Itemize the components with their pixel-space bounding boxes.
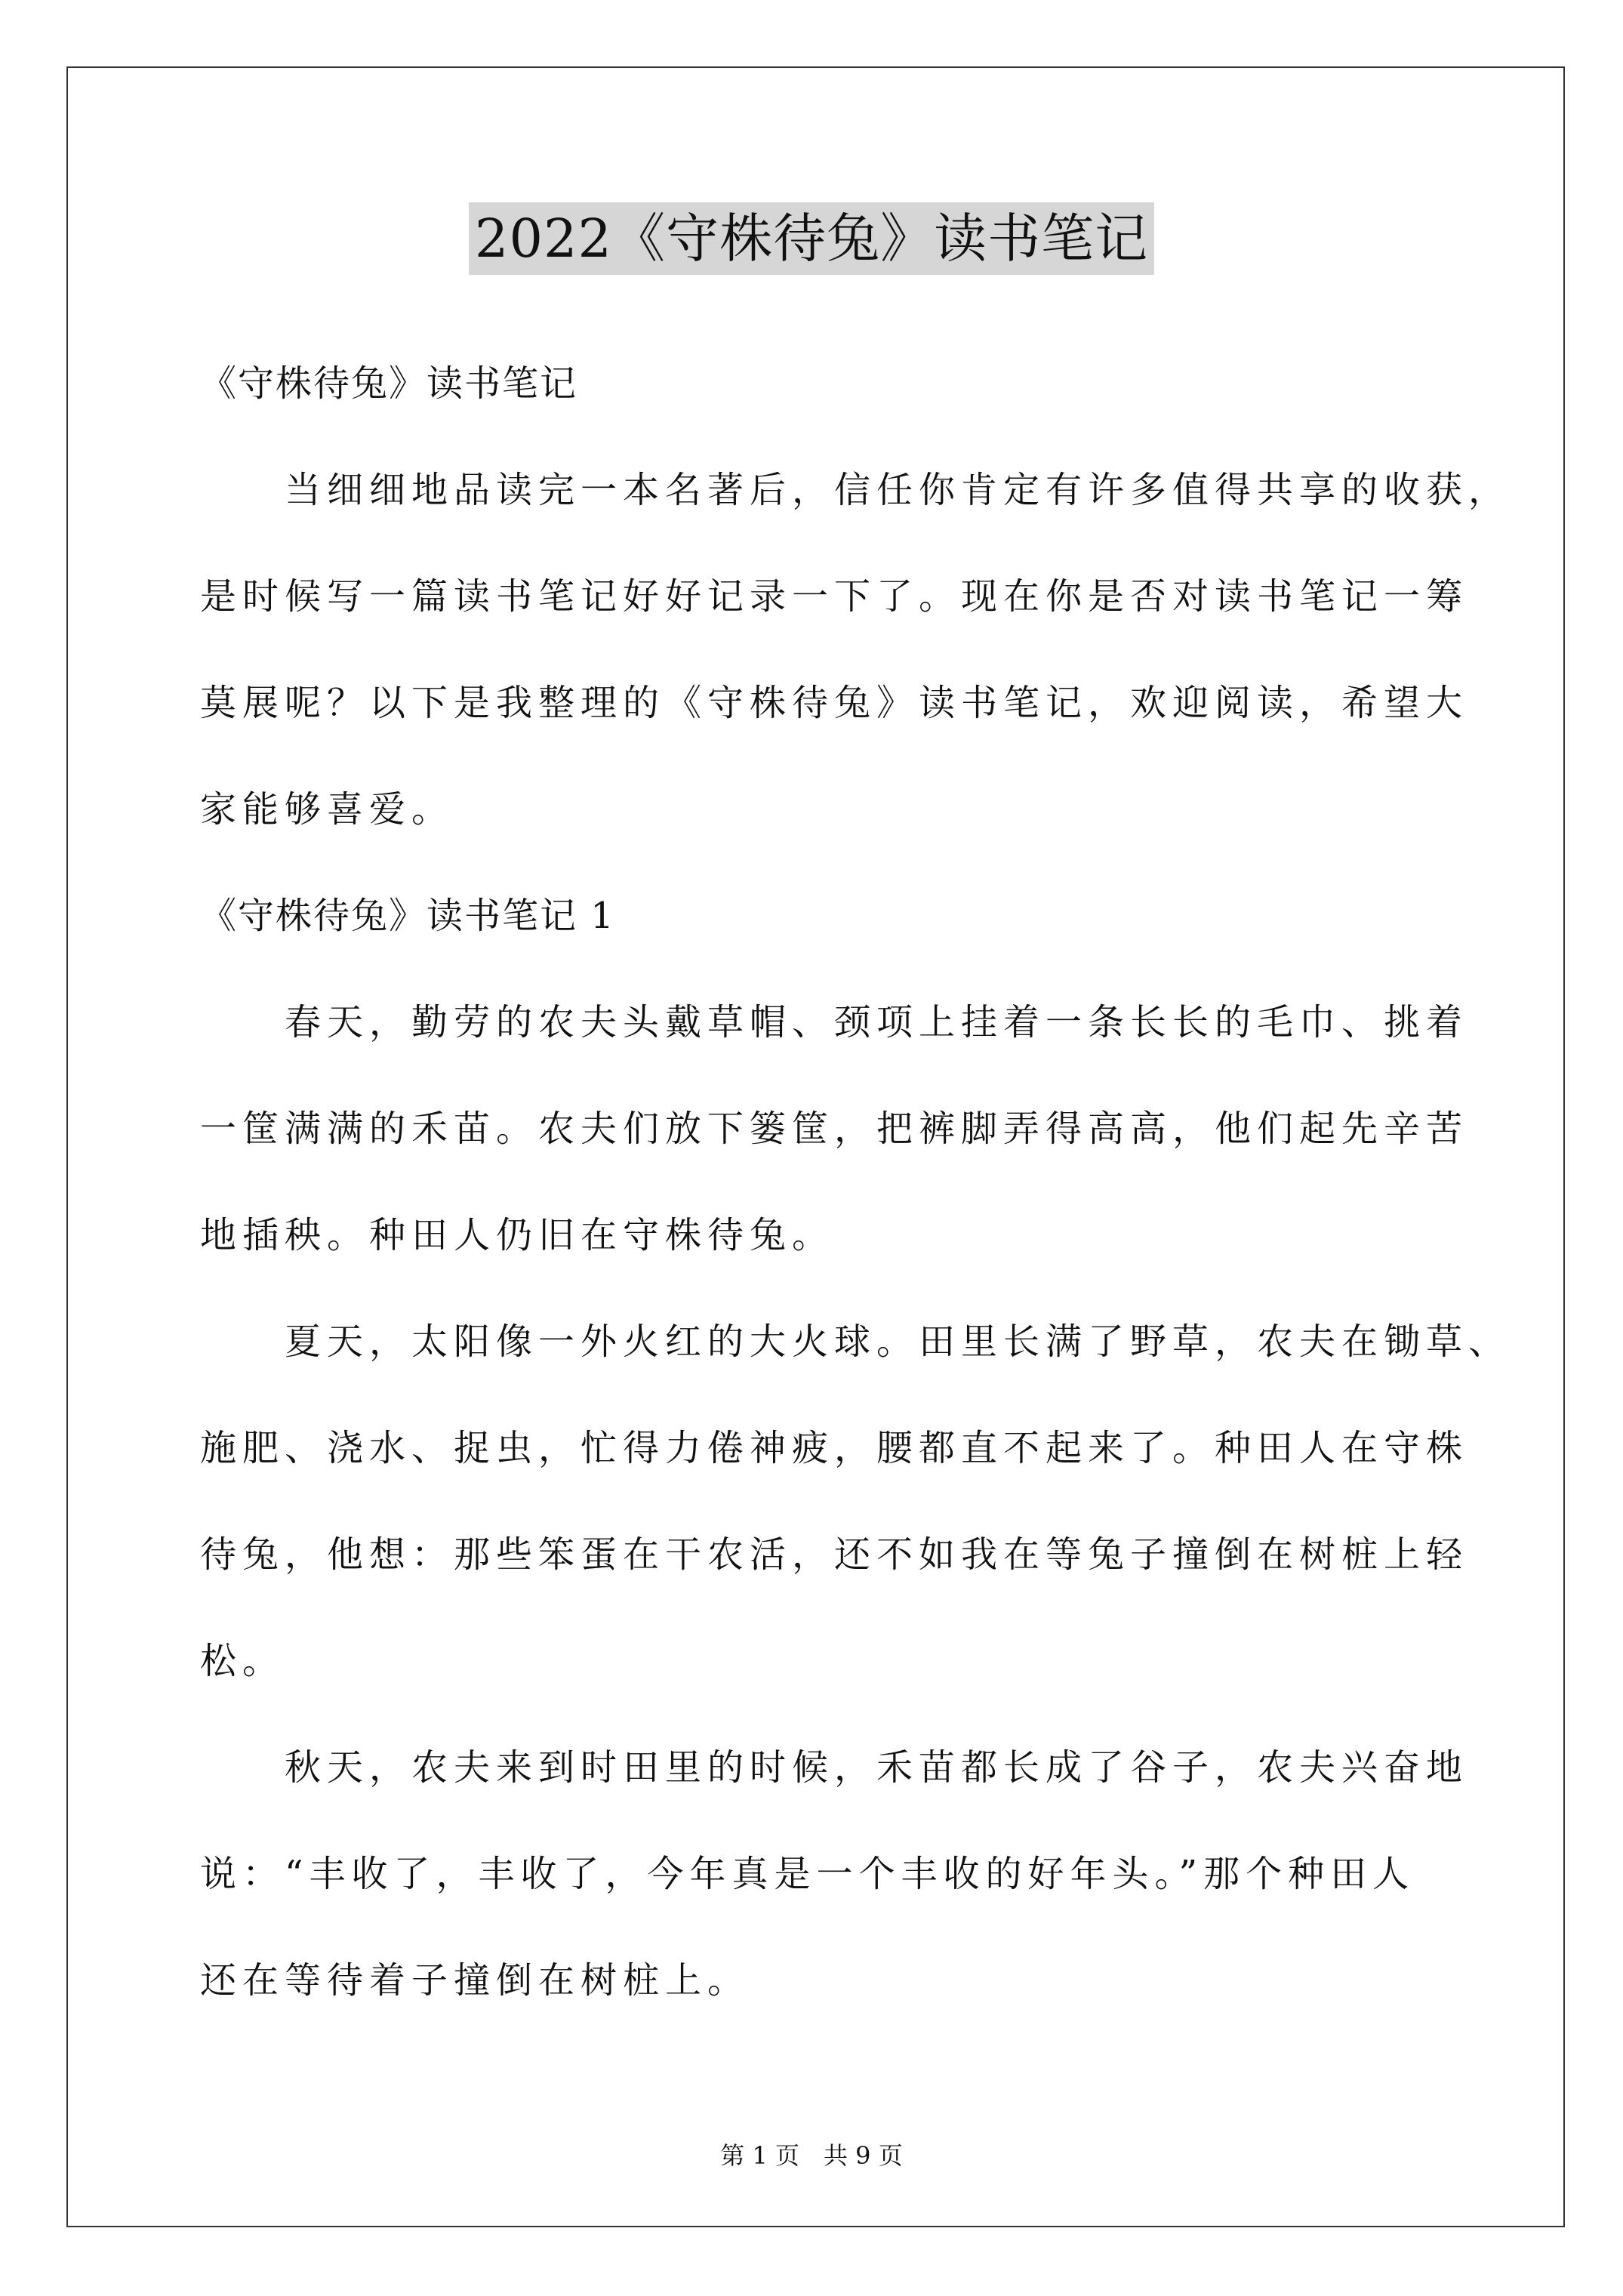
paragraph-line: 莫展呢？以下是我整理的《守株待兔》读书笔记，欢迎阅读，希望大 bbox=[200, 682, 1469, 724]
paragraph-line: 秋天，农夫来到时田里的时候，禾苗都长成了谷子，农夫兴奋地 bbox=[200, 1746, 1469, 1789]
paragraph-line: 家能够喜爱。 bbox=[200, 788, 454, 831]
document-title bbox=[0, 202, 1623, 275]
paragraph-line: 一筐满满的禾苗。农夫们放下篓筐，把裤脚弄得高高，他们起先辛苦 bbox=[200, 1108, 1469, 1150]
paragraph-line: 说：“丰收了，丰收了，今年真是一个丰收的好年头。”那个种田人 bbox=[200, 1853, 1415, 1895]
document-title-text: 2022《守株待兔》读书笔记 bbox=[469, 202, 1154, 275]
paragraph-line: 当细细地品读完一本名著后，信任你肯定有许多值得共享的收获， bbox=[200, 469, 1511, 511]
paragraph-line: 还在等待着子撞倒在树桩上。 bbox=[200, 1959, 750, 2002]
section-heading: 《守株待兔》读书笔记 bbox=[200, 362, 578, 405]
section-heading: 《守株待兔》读书笔记 1 bbox=[200, 895, 615, 937]
page-footer bbox=[0, 2140, 1623, 2171]
paragraph-line: 待兔，他想：那些笨蛋在干农活，还不如我在等兔子撞倒在树桩上轻 bbox=[200, 1533, 1469, 1576]
paragraph-line: 是时候写一篇读书笔记好好记录一下了。现在你是否对读书笔记一筹 bbox=[200, 575, 1469, 618]
page-number: 第 1 页 共 9 页 bbox=[720, 2141, 903, 2170]
paragraph-line: 地插秧。种田人仍旧在守株待兔。 bbox=[200, 1214, 835, 1256]
paragraph-line: 夏天，太阳像一外火红的大火球。田里长满了野草，农夫在锄草、 bbox=[200, 1321, 1511, 1363]
paragraph-line: 松。 bbox=[200, 1640, 285, 1682]
paragraph-line: 施肥、浇水、捉虫，忙得力倦神疲，腰都直不起来了。种田人在守株 bbox=[200, 1427, 1469, 1469]
paragraph-line: 春天，勤劳的农夫头戴草帽、颈项上挂着一条长长的毛巾、挑着 bbox=[200, 1001, 1469, 1043]
document-body bbox=[200, 331, 1511, 2034]
